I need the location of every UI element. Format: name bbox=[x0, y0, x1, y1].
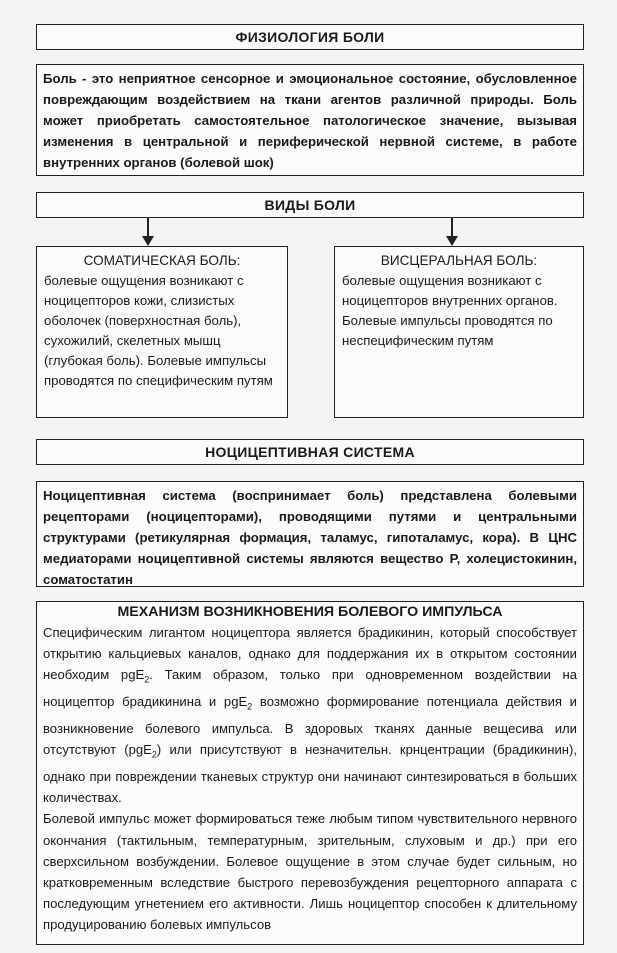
subscript-2b: 2 bbox=[247, 701, 253, 712]
mechanism-paragraph-1 bbox=[37, 622, 583, 808]
arrow-left-line bbox=[147, 218, 149, 238]
physiology-title: ФИЗИОЛОГИЯ БОЛИ bbox=[235, 29, 385, 45]
visceral-text: болевые ощущения возникают с ноцицепторов внутренних органов. Болевые импульсы проводятся по неспецифическим путям bbox=[342, 273, 558, 348]
physiology-title-box bbox=[36, 24, 584, 50]
arrow-right-head bbox=[446, 236, 458, 246]
mechanism-title: МЕХАНИЗМ ВОЗНИКНОВЕНИЯ БОЛЕВОГО ИМПУЛЬСА bbox=[117, 604, 503, 620]
mech-p1-c: возможно формирование потенциала действия и возникновение болевого импульса. В здоровых тканях данные вещесива или отсутствуют (pgE bbox=[43, 694, 577, 758]
definition-box bbox=[36, 64, 584, 176]
types-title: ВИДЫ БОЛИ bbox=[264, 197, 356, 213]
subscript-2c: 2 bbox=[151, 749, 157, 760]
somatic-pain-box bbox=[36, 246, 288, 418]
nociceptive-title: НОЦИЦЕПТИВНАЯ СИСТЕМА bbox=[205, 444, 415, 460]
nociceptive-text: Ноцицептивная система (воспринимает боль) представлена болевыми рецепторами (ноцицепторами), проводящими путями и центральными структурами (ретикулярная формация, таламус, гипоталамус, кора). В ЦНС медиаторами ноцицептивной системы являются вещество Р, холецистокинин, соматостатин bbox=[43, 488, 577, 587]
visceral-pain-box bbox=[334, 246, 584, 418]
nociceptive-box bbox=[36, 481, 584, 587]
somatic-heading: СОМАТИЧЕСКАЯ БОЛЬ: bbox=[83, 253, 241, 268]
arrow-right-line bbox=[451, 218, 453, 238]
mechanism-box bbox=[36, 601, 584, 945]
definition-text: Боль - это неприятное сенсорное и эмоциональное состояние, обусловленное повреждающим воздействием на ткани агентов различной природы. Боль может приобретать самостоятельное патологическое значение, вызывая изменения в центральной и периферической нервной системе, в работе внутренних органов (болевой шок) bbox=[43, 71, 577, 170]
mech-p2: Болевой импульс может формироваться теже любым типом чувствительного нервного окончания (тактильным, температурным, зрительным, слуховым и др.) при его сверхсильном возбуждении. Болевое ощущение в этом случае будет сильным, но кратковременным вследствие быстрого перевозбуждения рецепторного аппарата с последующим угнетением его активности. Лишь ноцицептор способен к длительному продуцированию болевых импульсов bbox=[43, 811, 577, 933]
visceral-heading: ВИСЦЕРАЛЬНАЯ БОЛЬ: bbox=[380, 253, 538, 268]
subscript-2a: 2 bbox=[144, 675, 150, 686]
mech-p1-a: Специфическим лигантом ноцицептора является брадикинин, который способствует открытию кальциевых каналов, однако для поддержания их в открытом состоянии необходим pgE bbox=[43, 625, 577, 683]
somatic-text: болевые ощущения возникают с ноцицепторов кожи, слизистых оболочек (поверхностная боль), сухожилий, скелетных мышц (глубокая боль). Болевые импульсы проводятся по специфическим путям bbox=[44, 273, 273, 388]
types-title-box bbox=[36, 192, 584, 218]
mech-p1-b: . Таким образом, только при одновременном воздействии на ноцицептор брадикинина и pgE bbox=[43, 667, 577, 710]
mech-p1-d: ) или присутствуют в незначительн. крнцентрации (брадикинин), однако при повреждении тканевых структур они начинают синтезироваться в больших количествах. bbox=[43, 742, 577, 806]
nociceptive-title-box bbox=[36, 439, 584, 465]
mechanism-paragraph-2 bbox=[37, 808, 583, 935]
arrow-left-head bbox=[142, 236, 154, 246]
